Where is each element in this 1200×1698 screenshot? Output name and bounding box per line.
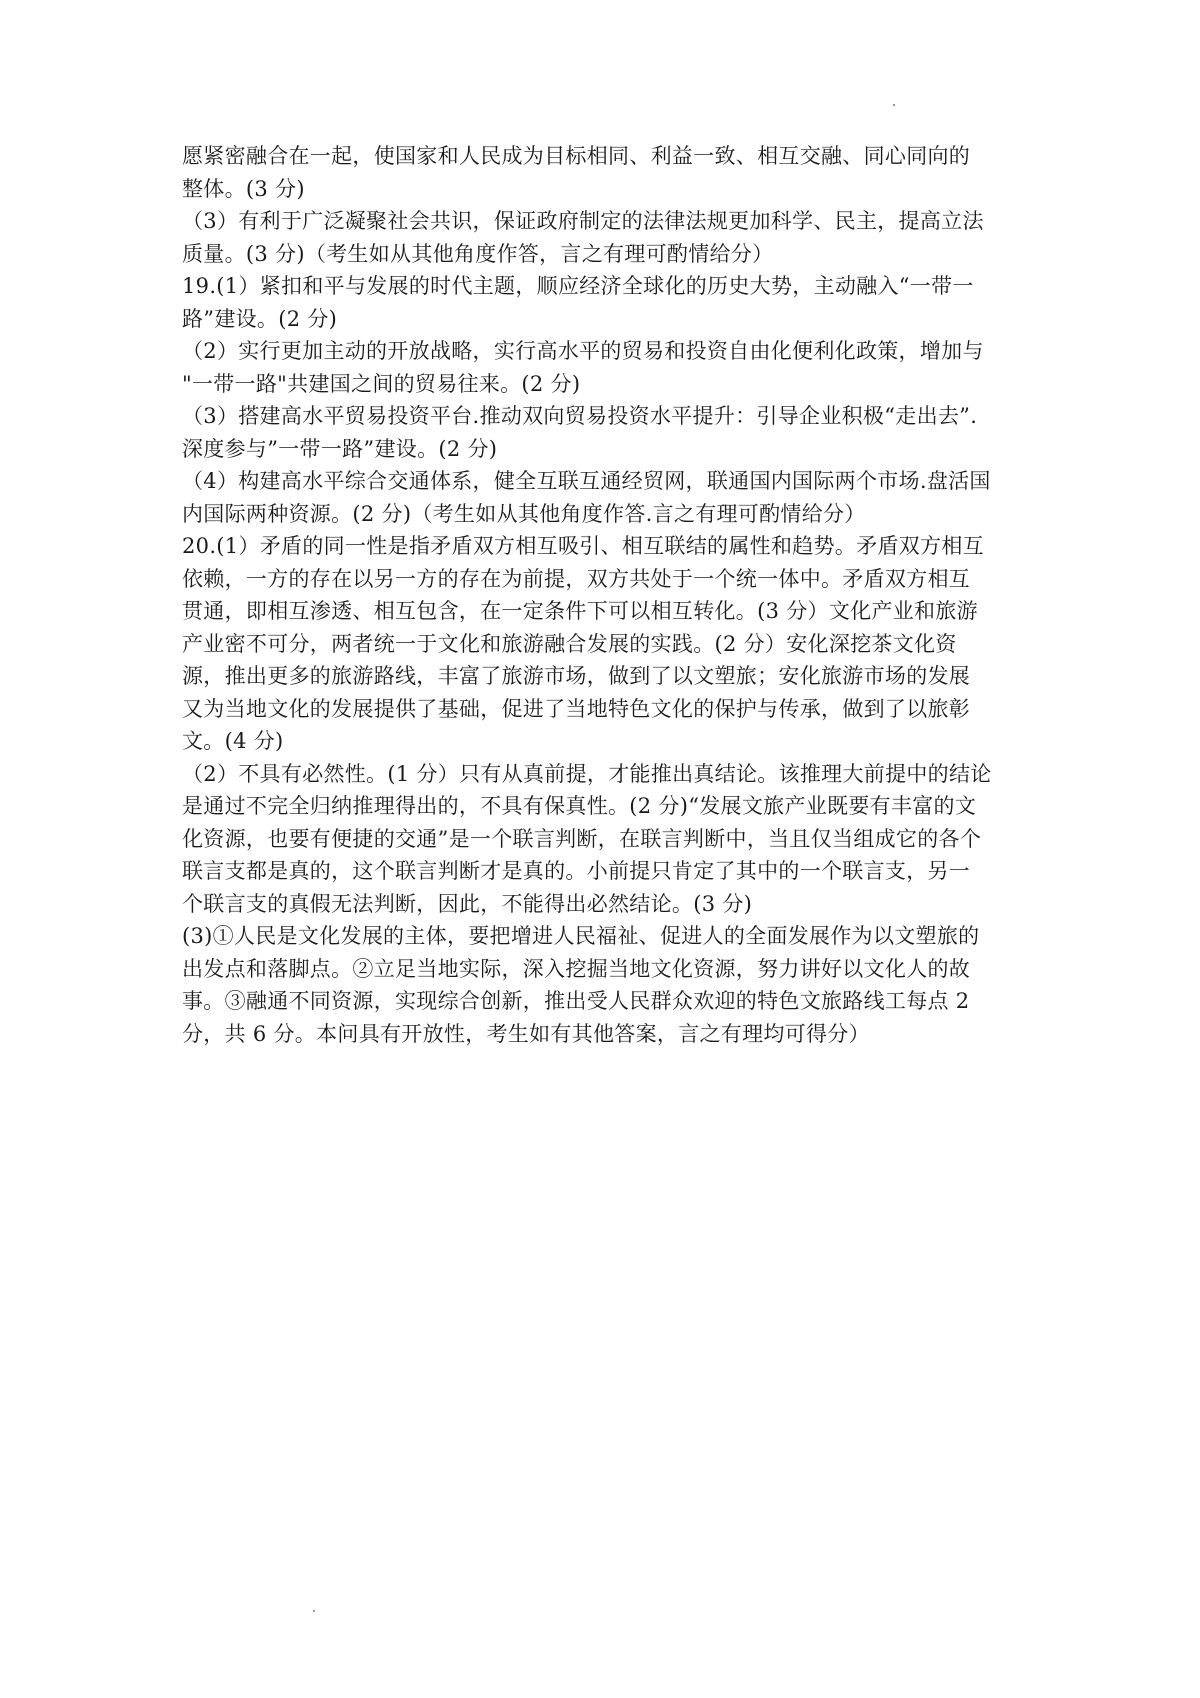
text-line: 贯通，即相互渗透、相互包含，在一定条件下可以相互转化。(3 分）文化产业和旅游 [182,599,978,623]
text-line: 源，推出更多的旅游路线，丰富了旅游市场，做到了以文塑旅；安化旅游市场的发展 [182,664,971,688]
text-line: （3）搭建高水平贸易投资平台.推动双向贸易投资水平提升：引导企业积极“走出去”. [182,404,978,428]
text-line: 事。③融通不同资源，实现综合创新，推出受人民群众欢迎的特色文旅路线工每点 2 [182,989,970,1013]
text-line: （4）构建高水平综合交通体系，健全互联互通经贸网，联通国内国际两个市场.盘活国 [182,469,991,493]
text-line: 产业密不可分，两者统一于文化和旅游融合发展的实践。(2 分）安化深挖茶文化资 [182,631,957,656]
text-line: (3)①人民是文化发展的主体，要把增进人民福祉、促进人的全面发展作为以文塑旅的 [182,924,980,948]
text-line: 深度参与”一带一路”建设。(2 分) [182,436,498,461]
text-line: （2）不具有必然性。(1 分）只有从真前提，才能推出真结论。该推理大前提中的结论 [182,761,992,786]
text-line: 内国际两种资源。(2 分)（考生如从其他角度作答.言之有理可酌情给分） [182,501,866,526]
text-line: 又为当地文化的发展提供了基础，促进了当地特色文化的保护与传承，做到了以旅彰 [182,696,971,721]
text-line: 质量。(3 分)（考生如从其他角度作答，言之有理可酌情给分） [182,241,774,266]
text-line: "一带一路"共建国之间的贸易往来。(2 分) [182,371,581,396]
text-line: 19.(1）紧扣和平与发展的时代主题，顺应经济全球化的历史大势，主动融入“一带一 [182,274,974,298]
text-line: 是通过不完全归纳推理得出的，不具有保真性。(2 分)“发展文旅产业既要有丰富的文 [182,794,977,818]
text-line: 联言支都是真的，这个联言判断才是真的。小前提只肯定了其中的一个联言支，另一 [182,859,971,883]
answer-text-block [182,140,1032,1050]
text-line: 整体。(3 分) [182,176,305,201]
text-line: 个联言支的真假无法判断，因此，不能得出必然结论。(3 分) [182,891,753,916]
text-line: 化资源，也要有便捷的交通”是一个联言判断，在联言判断中，当且仅当组成它的各个 [182,826,982,851]
text-line: （3）有利于广泛凝聚社会共识，保证政府制定的法律法规更加科学、民主，提高立法 [182,209,984,233]
text-line: 愿紧密融合在一起，使国家和人民成为目标相同、利益一致、相互交融、同心同向的 [182,144,971,168]
scan-speck [313,1610,315,1612]
scan-speck [893,104,895,106]
text-line: 20.(1）矛盾的同一性是指矛盾双方相互吸引、相互联结的属性和趋势。矛盾双方相互 [182,534,984,558]
text-line: 分，共 6 分。本问具有开放性，考生如有其他答案，言之有理均可得分） [182,1021,870,1046]
text-line: 依赖，一方的存在以另一方的存在为前提，双方共处于一个统一体中。矛盾双方相互 [182,566,971,591]
text-line: 出发点和落脚点。②立足当地实际，深入挖掘当地文化资源，努力讲好以文化人的故 [182,956,971,981]
text-line: 路”建设。(2 分) [182,306,338,331]
text-line: 文。(4 分) [182,729,284,753]
text-line: （2）实行更加主动的开放战略，实行高水平的贸易和投资自由化便利化政策，增加与 [182,339,984,363]
